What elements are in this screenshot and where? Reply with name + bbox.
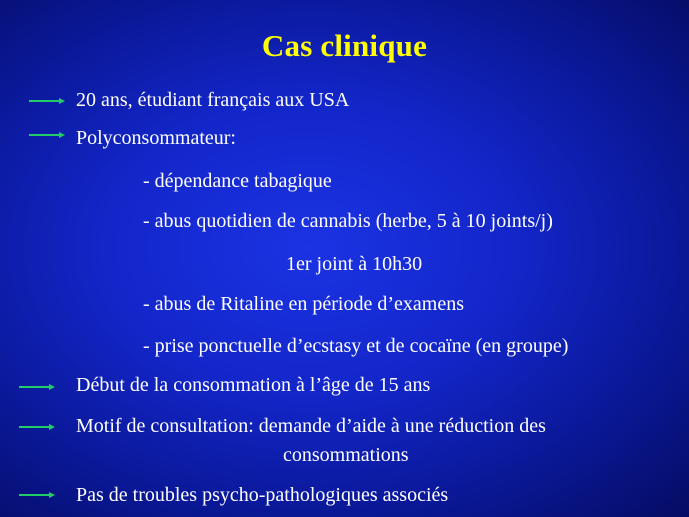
slide-title: Cas clinique bbox=[261, 28, 428, 63]
sub-item-cannabis: - abus quotidien de cannabis (herbe, 5 à 10 joints/j) bbox=[143, 210, 553, 232]
sub-item-tabac: - dépendance tabagique bbox=[143, 170, 332, 192]
bullet-pas-troubles: Pas de troubles psycho-pathologiques associés bbox=[76, 484, 449, 506]
sub-item-ritaline: - abus de Ritaline en période d’examens bbox=[143, 293, 464, 315]
bullet-motif-consultation-cont: consommations bbox=[283, 444, 409, 466]
bullet-debut-consommation: Début de la consommation à l’âge de 15 ans bbox=[76, 374, 431, 396]
arrow-icon bbox=[29, 131, 65, 139]
arrow-icon bbox=[29, 97, 65, 105]
arrow-icon bbox=[19, 491, 55, 499]
sub-item-first-joint: 1er joint à 10h30 bbox=[286, 253, 423, 275]
bullet-age-student: 20 ans, étudiant français aux USA bbox=[76, 89, 350, 111]
arrow-icon bbox=[19, 383, 55, 391]
sub-item-ecstasy-cocaine: - prise ponctuelle d’ecstasy et de cocaïne (en groupe) bbox=[143, 335, 569, 357]
arrow-icon bbox=[19, 423, 55, 431]
bullet-polyconsommateur: Polyconsommateur: bbox=[76, 127, 236, 149]
bullet-motif-consultation: Motif de consultation: demande d’aide à une réduction des bbox=[76, 415, 546, 437]
